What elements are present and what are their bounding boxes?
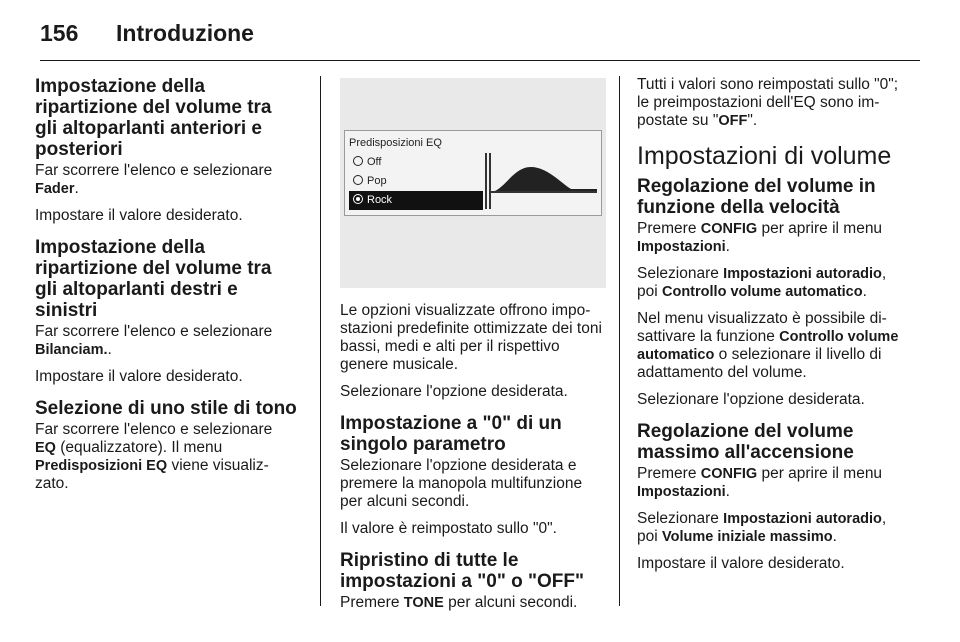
heading-fader: Impostazione della ripartizione del volume tra gli altoparlanti anteriori e posteriori: [35, 76, 272, 160]
radio-icon: [353, 194, 363, 204]
column-middle: [340, 76, 606, 621]
paragraph: Selezionare Impostazioni autoradio, poi Volume iniziale massimo.: [637, 510, 887, 545]
paragraph: Impostare il valore desiderato.: [35, 207, 243, 224]
column-divider: [320, 76, 321, 606]
heading-tone-style: Selezione di uno stile di tono: [35, 398, 297, 419]
radio-icon: [353, 156, 363, 166]
eq-option-list: [349, 153, 483, 210]
paragraph: Nel menu visualizzato è possibile di- sattivare la funzione Controllo volume automatico o selezionare il livello di adattamento del volume.: [637, 310, 899, 381]
heading-max-volume: Regolazione del volume massimo all'accensione: [637, 421, 854, 463]
paragraph: Selezionare l'opzione desiderata.: [637, 391, 865, 408]
eq-option-rock[interactable]: [349, 191, 483, 210]
paragraph: Le opzioni visualizzate offrono impo- stazioni predefinite ottimizzate dei toni bassi, medi e alti per il rispettivo genere musicale.: [340, 302, 602, 373]
screen-title: Predisposizioni EQ: [349, 137, 442, 149]
paragraph: Far scorrere l'elenco e selezionare Fader.: [35, 162, 273, 197]
eq-screen: [344, 130, 602, 216]
radio-icon: [353, 175, 363, 185]
paragraph: Far scorrere l'elenco e selezionare Bilanciam..: [35, 323, 273, 358]
section-title-volume: Impostazioni di volume: [637, 142, 892, 170]
paragraph: Impostare il valore desiderato.: [637, 555, 845, 572]
eq-option-label: Off: [367, 156, 382, 168]
heading-balance: Impostazione della ripartizione del volume tra gli altoparlanti destri e sinistri: [35, 237, 272, 321]
eq-presets-figure: [340, 78, 606, 288]
heading-reset-all: Ripristino di tutte le impostazioni a "0" o "OFF": [340, 550, 584, 592]
column-right: [637, 76, 907, 582]
paragraph: Selezionare l'opzione desiderata.: [340, 383, 568, 400]
paragraph: Impostare il valore desiderato.: [35, 368, 243, 385]
heading-speed-volume: Regolazione del volume in funzione della velocità: [637, 176, 876, 218]
paragraph: Far scorrere l'elenco e selezionare EQ (equalizzatore). Il menu Predisposizioni EQ viene visualiz- zato.: [35, 421, 273, 492]
column-divider: [619, 76, 620, 606]
paragraph: Premere CONFIG per aprire il menu Impostazioni.: [637, 220, 883, 255]
paragraph: Tutti i valori sono reimpostati sullo "0"; le preimpostazioni dell'EQ sono im- postate su "OFF".: [637, 76, 899, 129]
paragraph: Selezionare Impostazioni autoradio, poi Controllo volume automatico.: [637, 265, 887, 300]
paragraph: Selezionare l'opzione desiderata e premere la manopola multifunzione per alcuni secondi.: [340, 457, 583, 510]
paragraph: Il valore è reimpostato sullo "0".: [340, 520, 557, 537]
paragraph: Premere CONFIG per aprire il menu Impostazioni.: [637, 465, 883, 500]
paragraph: Premere TONE per alcuni secondi.: [340, 594, 578, 611]
page-number: 156: [40, 20, 79, 46]
eq-option-pop[interactable]: [349, 172, 483, 191]
page-title: Introduzione: [116, 20, 254, 46]
eq-option-off[interactable]: [349, 153, 483, 172]
page-header: [40, 20, 920, 61]
column-left: [35, 76, 297, 502]
eq-curve-graphic: [485, 153, 597, 209]
heading-reset-single: Impostazione a "0" di un singolo parametro: [340, 413, 562, 455]
eq-option-label: Rock: [367, 194, 393, 206]
eq-option-label: Pop: [367, 175, 387, 187]
